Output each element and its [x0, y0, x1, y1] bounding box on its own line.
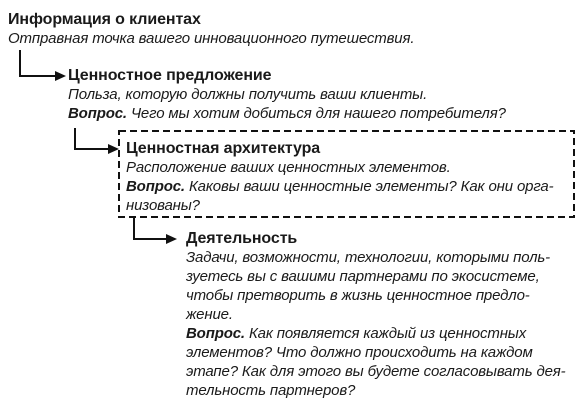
node-question — [186, 324, 566, 343]
question-label: Вопрос. — [126, 178, 185, 195]
node-activities — [186, 229, 566, 400]
node-question-line: элементов? Что должно происходить на каждом — [186, 344, 533, 361]
question-label: Вопрос. — [186, 325, 245, 342]
node-title: Деятельность — [186, 230, 298, 247]
connector-arrow-3 — [134, 218, 166, 239]
node-question-line: этапе? Как для этого вы будете согласовывать дея- — [186, 363, 566, 380]
node-description: Отправная точка вашего инновационного путешествия. — [8, 30, 415, 47]
node-value-proposition — [68, 66, 506, 123]
node-description: Польза, которую должны получить ваши клиенты. — [68, 86, 428, 103]
node-title: Ценностное предложение — [68, 67, 272, 84]
arrow-head-2 — [108, 144, 119, 154]
node-question — [126, 177, 553, 196]
arrow-head-3 — [166, 234, 177, 244]
node-description-line: зуетесь вы с вашими партнерами по экосистеме, — [186, 268, 540, 285]
node-question-cont: низованы? — [126, 197, 200, 214]
node-description-line: жение. — [186, 306, 233, 323]
question-text: Чего мы хотим добиться для нашего потребителя? — [126, 105, 506, 122]
node-value-architecture — [126, 139, 553, 215]
node-question-line: тельность партнеров? — [186, 382, 356, 399]
question-text: Как появляется каждый из ценностных — [244, 325, 527, 342]
node-description-line: чтобы претворить в жизнь ценностное предло- — [186, 287, 530, 304]
node-title: Информация о клиентах — [8, 11, 201, 28]
connector-arrow-2 — [75, 128, 108, 149]
node-customer-info — [8, 10, 414, 48]
node-question — [68, 104, 506, 123]
node-description: Расположение ваших ценностных элементов. — [126, 159, 451, 176]
arrow-head-1 — [55, 71, 66, 81]
node-title: Ценностная архитектура — [126, 140, 321, 157]
question-text: Каковы ваши ценностные элементы? Как они орга- — [184, 178, 554, 195]
question-label: Вопрос. — [68, 105, 127, 122]
node-description-line: Задачи, возможности, технологии, которыми поль- — [186, 249, 550, 266]
connector-arrow-1 — [20, 50, 55, 76]
